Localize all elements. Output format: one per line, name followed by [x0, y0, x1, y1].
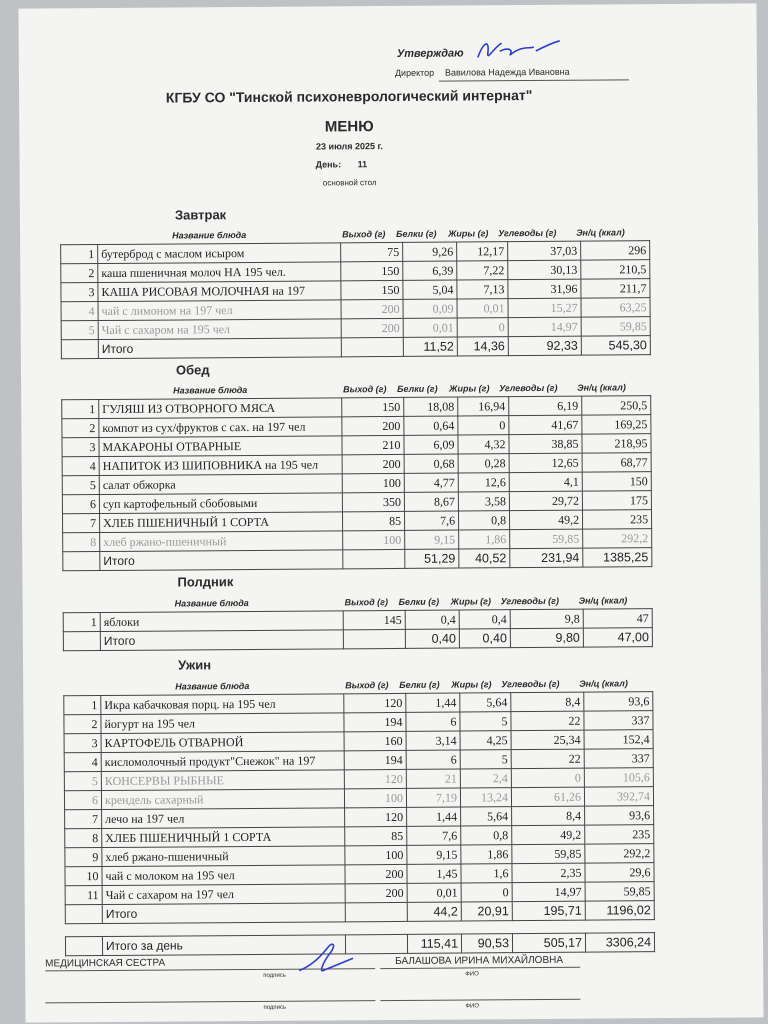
cell-energy: 68,77 — [582, 453, 651, 472]
cell-energy: 235 — [582, 510, 651, 529]
dish-name: МАКАРОНЫ ОТВАРНЫЕ — [99, 436, 342, 457]
column-header-yield: Выход (г) — [342, 229, 386, 240]
cell-energy: 218,95 — [582, 434, 651, 453]
cell-yield: 194 — [344, 750, 406, 769]
cell-protein: 7,19 — [406, 788, 460, 807]
cell-carbs: 22 — [511, 749, 584, 769]
cell-fat: 4,32 — [458, 435, 509, 454]
dish-name: бутерброд с маслом исыром — [98, 243, 341, 264]
director-name: Вавилова Надежда Ивановна — [444, 66, 570, 78]
row-number: 7 — [65, 810, 102, 829]
dish-name: крендель сахарный — [101, 789, 344, 810]
table-type: основной стол — [322, 178, 377, 188]
cell-fat: 0,8 — [458, 511, 509, 530]
cell-fat: 0,01 — [457, 299, 508, 318]
column-header-energy: Эн/ц (ккал) — [577, 382, 626, 393]
day-value: 11 — [357, 159, 368, 170]
row-number: 1 — [61, 245, 98, 264]
row-number: 8 — [63, 533, 100, 552]
dish-name: КАША РИСОВАЯ МОЛОЧНАЯ на 197 — [98, 281, 341, 302]
row-number: 8 — [65, 829, 102, 848]
cell-energy: 150 — [582, 472, 651, 491]
cell-carbs: 30,13 — [508, 260, 581, 280]
dish-name: йогурт на 195 чел — [101, 713, 344, 734]
cell-protein: 0,4 — [405, 610, 459, 629]
total-protein: 0,40 — [405, 629, 459, 648]
cell-protein: 5,04 — [403, 280, 457, 299]
day-total-label: Итого за день — [102, 935, 345, 956]
menu-table — [61, 395, 652, 571]
dish-name: Чай с сахаром на 197 чел — [102, 884, 345, 905]
dish-name: лечо на 197 чел — [102, 808, 345, 829]
total-fat: 20,91 — [461, 902, 512, 921]
cell-fat: 1,86 — [461, 845, 512, 864]
cell-energy: 93,6 — [584, 692, 653, 711]
sign-caption-1: подпись — [263, 972, 286, 979]
cell-fat: 1,86 — [459, 530, 510, 549]
dish-name: кисломолочный продукт"Снежок" на 197 — [101, 751, 344, 772]
organization-name: КГБУ СО "Тинской психоневрологический интернат" — [165, 87, 533, 106]
dish-name: компот из сух/фруктов с сах. на 197 чел — [99, 417, 342, 438]
day-label: День: — [315, 159, 342, 170]
day-total-carbs: 505,17 — [512, 933, 585, 953]
total-fat: 0,40 — [459, 629, 510, 648]
cell-protein: 8,67 — [404, 492, 458, 511]
cell-yield: 75 — [341, 242, 403, 261]
menu-document — [18, 3, 763, 1022]
cell-carbs: 29,72 — [509, 491, 582, 511]
cell-carbs: 49,2 — [512, 825, 585, 845]
column-header-fat: Жиры (г) — [450, 596, 491, 607]
column-header-yield: Выход (г) — [345, 680, 389, 691]
column-header-yield: Выход (г) — [344, 597, 388, 608]
total-protein: 51,29 — [405, 549, 459, 568]
column-header-carbs: Углеводы (г) — [498, 227, 557, 239]
row-number: 6 — [62, 495, 99, 514]
row-number: 5 — [62, 476, 99, 495]
page-title: МЕНЮ — [324, 118, 374, 136]
total-carbs: 231,94 — [510, 548, 583, 568]
director-signature — [474, 35, 564, 66]
cell-energy: 29,6 — [585, 863, 654, 882]
cell-fat: 0,4 — [459, 610, 510, 629]
total-protein: 11,52 — [403, 337, 457, 356]
cell-carbs: 22 — [511, 711, 584, 731]
cell-fat: 5 — [460, 712, 511, 731]
row-number: 9 — [65, 848, 102, 867]
cell-yield: 150 — [342, 397, 404, 416]
cell-energy: 63,25 — [581, 298, 650, 317]
day-total-protein: 115,41 — [407, 934, 461, 953]
total-label: Итого — [100, 550, 343, 571]
cell-fat: 0,28 — [458, 454, 509, 473]
approval-label: Утверждаю — [396, 47, 464, 60]
cell-fat: 13,24 — [460, 788, 511, 807]
cell-fat: 0,8 — [461, 826, 512, 845]
dish-name: чай с лимоном на 197 чел — [98, 300, 341, 321]
cell-energy: 169,25 — [582, 415, 651, 434]
cell-energy: 292,2 — [585, 844, 654, 863]
cell-yield: 194 — [344, 712, 406, 731]
row-number: 1 — [62, 400, 99, 419]
column-header-carbs: Углеводы (г) — [499, 382, 558, 394]
row-number: 3 — [61, 283, 98, 302]
cell-carbs: 37,03 — [508, 241, 581, 261]
cell-energy: 59,85 — [585, 882, 654, 901]
column-header-name: Название блюда — [172, 230, 247, 241]
cell-carbs: 9,8 — [510, 609, 583, 629]
cell-protein: 6 — [406, 712, 460, 731]
total-carbs: 92,33 — [508, 336, 581, 356]
column-header-protein: Белки (г) — [398, 596, 440, 607]
cell-carbs: 12,65 — [509, 453, 582, 473]
column-header-name: Название блюда — [174, 597, 249, 609]
cell-carbs: 6,19 — [509, 396, 582, 416]
cell-yield: 100 — [342, 473, 404, 492]
cell-carbs: 49,2 — [509, 510, 582, 530]
total-label: Итого — [102, 903, 345, 924]
column-header-name: Название блюда — [175, 680, 250, 692]
cell-protein: 1,45 — [407, 864, 461, 883]
row-number: 2 — [64, 715, 101, 734]
menu-table — [63, 608, 653, 651]
dish-name: каша пшеничная молоч НА 195 чел. — [98, 262, 341, 283]
cell-fat: 0 — [461, 883, 512, 902]
row-number: 7 — [62, 514, 99, 533]
dish-name: суп картофельный сбобовыми — [99, 493, 342, 514]
cell-yield: 85 — [342, 511, 404, 530]
row-number: 4 — [62, 457, 99, 476]
meal-title: Полдник — [177, 574, 234, 590]
cell-protein: 0,64 — [404, 416, 458, 435]
cell-fat: 1,6 — [461, 864, 512, 883]
dish-name: Чай с сахаром на 195 чел — [98, 319, 341, 340]
total-energy: 1196,02 — [585, 901, 654, 920]
cell-carbs: 61,26 — [511, 787, 584, 807]
cell-energy: 175 — [582, 491, 651, 510]
cell-protein: 6,39 — [403, 261, 457, 280]
cell-energy: 337 — [584, 749, 653, 768]
nurse-name: БАЛАШОВА ИРИНА МИХАЙЛОВНА — [395, 954, 564, 967]
cell-yield: 120 — [345, 807, 407, 826]
cell-protein: 6 — [406, 750, 460, 769]
dish-name: КАРТОФЕЛЬ ОТВАРНОЙ — [101, 732, 344, 753]
cell-protein: 1,44 — [407, 807, 461, 826]
total-carbs: 195,71 — [512, 901, 585, 921]
total-row — [61, 336, 650, 359]
row-number: 6 — [64, 791, 101, 810]
cell-protein: 18,08 — [404, 397, 458, 416]
cell-fat: 4,25 — [460, 731, 511, 750]
column-header-name: Название блюда — [173, 385, 248, 396]
cell-carbs: 59,85 — [510, 529, 583, 549]
cell-carbs: 8,4 — [512, 806, 585, 826]
cell-energy: 296 — [581, 241, 650, 260]
cell-fat: 0 — [457, 318, 508, 337]
column-header-protein: Белки (г) — [397, 383, 438, 394]
cell-protein: 0,09 — [403, 299, 457, 318]
cell-fat: 16,94 — [458, 397, 509, 416]
row-number: 4 — [61, 302, 98, 321]
dish-name: салат обжорка — [99, 474, 342, 495]
cell-yield: 120 — [344, 693, 406, 712]
cell-fat: 7,13 — [457, 280, 508, 299]
cell-yield: 210 — [342, 435, 404, 454]
total-carbs: 9,80 — [510, 628, 583, 648]
cell-protein: 9,15 — [405, 530, 459, 549]
row-number: 5 — [61, 321, 98, 340]
cell-protein: 0,01 — [407, 883, 461, 902]
cell-fat: 0 — [458, 416, 509, 435]
cell-energy: 210,5 — [581, 260, 650, 279]
cell-energy: 250,5 — [582, 396, 651, 415]
column-header-fat: Жиры (г) — [448, 228, 489, 239]
day-total-energy: 3306,24 — [585, 933, 654, 952]
cell-protein: 9,26 — [403, 242, 457, 261]
cell-energy: 211,7 — [581, 279, 650, 298]
cell-yield: 100 — [344, 788, 406, 807]
row-number: 11 — [65, 886, 102, 905]
nurse-position: МЕДИЦИНСКАЯ СЕСТРА — [45, 957, 166, 970]
nurse-signature — [293, 936, 363, 976]
cell-energy: 292,2 — [583, 529, 652, 548]
row-number: 5 — [64, 772, 101, 791]
cell-yield: 200 — [345, 883, 407, 902]
menu-table — [63, 691, 655, 924]
cell-carbs: 4,1 — [509, 472, 582, 492]
cell-energy: 59,85 — [581, 317, 650, 336]
total-fat: 14,36 — [457, 337, 508, 356]
column-header-energy: Эн/ц (ккал) — [576, 227, 625, 238]
dish-name: чай с молоком на 195 чел — [102, 865, 345, 886]
cell-yield: 85 — [345, 826, 407, 845]
column-header-protein: Белки (г) — [396, 228, 437, 239]
total-energy: 47,00 — [583, 628, 652, 647]
row-number: 2 — [61, 264, 98, 283]
total-label: Итого — [100, 630, 343, 651]
dish-name: ХЛЕБ ПШЕНИЧНЫЙ 1 СОРТА — [102, 827, 345, 848]
cell-carbs: 14,97 — [512, 882, 585, 902]
cell-carbs: 2,35 — [512, 863, 585, 883]
cell-fat: 12,6 — [458, 473, 509, 492]
cell-protein: 7,6 — [407, 826, 461, 845]
cell-carbs: 31,96 — [508, 279, 581, 299]
cell-protein: 7,6 — [404, 511, 458, 530]
cell-fat: 5,64 — [461, 807, 512, 826]
column-header-fat: Жиры (г) — [449, 383, 490, 394]
dish-name: яблоки — [100, 611, 343, 632]
total-fat: 40,52 — [459, 549, 510, 568]
row-number: 2 — [62, 419, 99, 438]
cell-energy: 105,6 — [584, 768, 653, 787]
total-protein: 44,2 — [407, 902, 461, 921]
column-header-carbs: Углеводы (г) — [501, 678, 560, 690]
cell-fat: 5,64 — [460, 693, 511, 712]
cell-yield: 200 — [342, 454, 404, 473]
cell-carbs: 41,67 — [509, 415, 582, 435]
director-label: Директор — [394, 67, 435, 78]
cell-protein: 0,01 — [403, 318, 457, 337]
fio-caption-2: ФИО — [465, 1003, 480, 1010]
cell-energy: 93,6 — [585, 806, 654, 825]
cell-carbs: 14,97 — [508, 317, 581, 337]
dish-name: НАПИТОК ИЗ ШИПОВНИКА на 195 чел — [99, 455, 342, 476]
cell-protein: 1,44 — [406, 693, 460, 712]
meal-title: Завтрак — [174, 207, 227, 223]
day-total-fat: 90,53 — [461, 934, 512, 953]
row-number: 4 — [64, 753, 101, 772]
cell-yield: 150 — [341, 261, 403, 280]
cell-yield: 160 — [344, 731, 406, 750]
cell-yield: 200 — [345, 864, 407, 883]
cell-fat: 3,58 — [458, 492, 509, 511]
column-header-carbs: Углеводы (г) — [500, 595, 559, 607]
cell-energy: 337 — [584, 711, 653, 730]
row-number: 1 — [64, 696, 101, 715]
cell-carbs: 25,34 — [511, 730, 584, 750]
cell-protein: 0,68 — [404, 454, 458, 473]
column-header-energy: Эн/ц (ккал) — [578, 595, 628, 606]
column-header-energy: Эн/ц (ккал) — [579, 678, 628, 689]
sign-caption-2: подпись — [263, 1004, 287, 1011]
column-header-yield: Выход (г) — [343, 384, 387, 395]
cell-protein: 9,15 — [407, 845, 461, 864]
cell-protein: 6,09 — [404, 435, 458, 454]
cell-yield: 150 — [341, 280, 403, 299]
menu-table — [60, 240, 651, 359]
meal-title: Ужин — [178, 657, 212, 673]
total-label: Итого — [98, 338, 341, 359]
column-header-fat: Жиры (г) — [451, 679, 492, 690]
row-number: 3 — [62, 438, 99, 457]
total-row — [63, 548, 652, 571]
cell-yield: 200 — [341, 299, 403, 318]
total-energy: 545,30 — [581, 336, 650, 355]
cell-yield: 145 — [343, 610, 405, 629]
cell-carbs: 38,85 — [509, 434, 582, 454]
cell-fat: 7,22 — [457, 261, 508, 280]
row-number: 3 — [64, 734, 101, 753]
cell-fat: 5 — [460, 750, 511, 769]
dish-name: хлеб ржано-пшеничный — [100, 531, 343, 552]
dish-name: хлеб ржано-пшеничный — [102, 846, 345, 867]
cell-carbs: 8,4 — [511, 692, 584, 712]
cell-energy: 392,74 — [584, 787, 653, 806]
cell-yield: 100 — [343, 530, 405, 549]
column-header-protein: Белки (г) — [399, 679, 440, 690]
cell-fat: 2,4 — [460, 769, 511, 788]
cell-yield: 350 — [342, 492, 404, 511]
cell-energy: 47 — [583, 609, 652, 628]
cell-yield: 200 — [341, 318, 403, 337]
cell-yield: 100 — [345, 845, 407, 864]
cell-carbs: 15,27 — [508, 298, 581, 318]
total-energy: 1385,25 — [583, 548, 652, 567]
meal-title: Обед — [175, 362, 210, 378]
cell-energy: 152,4 — [584, 730, 653, 749]
cell-yield: 200 — [342, 416, 404, 435]
cell-yield: 120 — [344, 769, 406, 788]
dish-name: ХЛЕБ ПШЕНИЧНЫЙ 1 СОРТА — [99, 512, 342, 533]
dish-name: ГУЛЯШ ИЗ ОТВОРНОГО МЯСА — [99, 398, 342, 419]
cell-fat: 12,17 — [457, 242, 508, 261]
row-number: 1 — [63, 613, 100, 632]
menu-date: 23 июля 2025 г. — [315, 141, 383, 152]
cell-protein: 3,14 — [406, 731, 460, 750]
total-row — [63, 628, 652, 651]
cell-carbs: 0 — [511, 768, 584, 788]
total-row — [65, 901, 654, 924]
cell-carbs: 59,85 — [512, 844, 585, 864]
fio-caption-1: ФИО — [465, 971, 479, 978]
cell-energy: 235 — [585, 825, 654, 844]
dish-name: КОНСЕРВЫ РЫБНЫЕ — [101, 770, 344, 791]
dish-name: Икра кабачковая порц. на 195 чел — [101, 694, 344, 715]
cell-protein: 4,77 — [404, 473, 458, 492]
cell-protein: 21 — [406, 769, 460, 788]
row-number: 10 — [65, 867, 102, 886]
